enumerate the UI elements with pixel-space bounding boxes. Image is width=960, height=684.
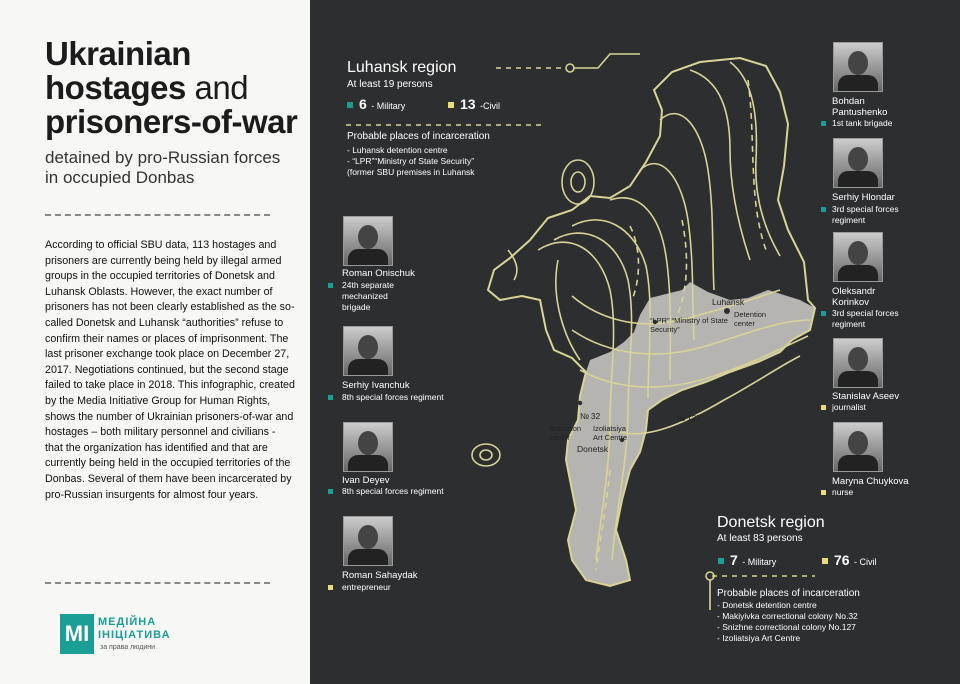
map-label-donetsk: Donetsk <box>577 444 609 454</box>
donetsk-places-list <box>717 600 858 644</box>
person-name: Serhiy Hlondar <box>832 192 895 203</box>
map-label-luhansk: Luhansk <box>712 297 745 307</box>
person-photo-roman-sahaydak <box>343 516 393 566</box>
divider-bottom <box>45 582 270 584</box>
title-line-1: Ukrainian <box>45 35 191 72</box>
map-label-detention-luhansk: Detention center <box>734 310 767 328</box>
military-marker <box>328 283 333 288</box>
logo-line-1: МЕДІЙНА <box>98 616 157 628</box>
logo-mark: MI <box>60 614 94 654</box>
person-photo-stanislav-aseev <box>833 338 883 388</box>
military-square-icon <box>347 102 353 108</box>
luhansk-places-heading: Probable places of incarceration <box>347 131 490 142</box>
person-name: Roman Sahaydak <box>342 570 418 581</box>
luhansk-military-count: 6 <box>359 96 367 112</box>
list-item: - Izoliatsiya Art Centre <box>717 633 801 643</box>
person-name: Ivan Deyev <box>342 475 390 486</box>
person-photo-bohdan-pantushenko <box>833 42 883 92</box>
person-role: 24th separate mechanized brigade <box>342 280 394 312</box>
luhansk-region-total: At least 19 persons <box>347 79 433 90</box>
military-marker <box>328 395 333 400</box>
person-name: Bohdan Pantushenko <box>832 96 888 118</box>
person-name: Oleksandr Korinkov <box>832 286 876 308</box>
person-name: Stanislav Aseev <box>832 391 900 402</box>
page-subtitle: detained by pro-Russian forces in occupied Donbas <box>45 148 281 187</box>
person-role: 1st tank brigade <box>832 118 893 128</box>
person-name: Serhiy Ivanchuk <box>342 380 410 391</box>
list-item: - Snizhne correctional colony No.127 <box>717 622 856 632</box>
civil-square-icon <box>448 102 454 108</box>
media-initiative-logo <box>60 614 180 664</box>
person-role: 8th special forces regiment <box>342 392 444 402</box>
list-item: (former SBU premises in Luhansk <box>347 167 475 177</box>
luhansk-places-list <box>347 145 475 178</box>
list-item: - Donetsk detention centre <box>717 600 817 610</box>
luhansk-civil-label: -Civil <box>480 101 501 111</box>
person-name: Maryna Chuykova <box>832 476 909 487</box>
luhansk-region-title: Luhansk region <box>347 59 457 76</box>
military-marker <box>328 489 333 494</box>
person-role: 8th special forces regiment <box>342 486 444 496</box>
civil-marker <box>328 585 333 590</box>
donetsk-military-stat <box>718 552 776 570</box>
luhansk-military-label: - Military <box>371 101 406 111</box>
donetsk-military-label: - Military <box>742 557 777 567</box>
donetsk-military-count: 7 <box>730 552 738 568</box>
military-marker <box>821 311 826 316</box>
title-and: and <box>185 69 249 106</box>
military-marker <box>821 207 826 212</box>
donetsk-places-heading: Probable places of incarceration <box>717 588 860 599</box>
person-photo-roman-onischuk <box>343 216 393 266</box>
map-label-lpr: “LPR” “Ministry of State Security” <box>650 316 728 334</box>
page-title <box>45 37 305 139</box>
civil-marker <box>821 405 826 410</box>
list-item: - “LPR”“Ministry of State Security” <box>347 156 475 166</box>
title-line-3: prisoners-of-war <box>45 103 298 140</box>
person-role: nurse <box>832 487 854 497</box>
map-label-no32: № 32 <box>580 411 601 421</box>
logo-line-2: ІНІЦІАТИВА <box>98 629 171 641</box>
person-photo-maryna-chuykova <box>833 422 883 472</box>
logo-line-3: за права людини <box>100 644 156 651</box>
donetsk-civil-count: 76 <box>834 552 850 568</box>
title-hostages: hostages <box>45 69 186 106</box>
military-marker <box>821 121 826 126</box>
donetsk-civil-stat <box>822 552 877 570</box>
civil-square-icon <box>822 558 828 564</box>
map-label-detention-donetsk: Detention center <box>549 424 582 442</box>
luhansk-civil-count: 13 <box>460 96 476 112</box>
civil-marker <box>821 490 826 495</box>
donetsk-civil-label: - Civil <box>854 557 877 567</box>
person-name: Roman Onischuk <box>342 268 415 279</box>
donetsk-region-total: At least 83 persons <box>717 533 803 544</box>
person-photo-serhiy-hlondar <box>833 138 883 188</box>
person-photo-oleksandr-korinkov <box>833 232 883 282</box>
title-line-2 <box>45 71 305 105</box>
person-role: entrepreneur <box>342 582 391 592</box>
person-role: 3rd special forces regiment <box>832 204 899 225</box>
person-role: journalist <box>832 402 867 412</box>
military-square-icon <box>718 558 724 564</box>
person-photo-serhiy-ivanchuk <box>343 326 393 376</box>
map-label-no127: № 127 <box>676 413 702 423</box>
person-photo-ivan-deyev <box>343 422 393 472</box>
intro-text: According to official SBU data, 113 hostages and prisoners are currently being held by illegal armed groups in the occupied territories of Donetsk and Luhansk Oblasts. However, the exact number of prisoners has not been clearly established as the so-called Donetsk and Luhansk “authorities” refuse to confirm their names or places of imprisonment. The last prisoner exchange took place on December 27, 2017. Negotiations continued, but the second stage failed to take place in 2018. This infographic, created by the Media Initiative Group for Human Rights, shows the number of Ukrainian prisoners-of-war and hostages – both military personnel and civilians - that the organization has identified and that are currently being held in the occupied territories of the Donbas. Several of them have been incarcerated by pro-Russian insurgents for almost four years. <box>45 239 295 501</box>
donetsk-region-title: Donetsk region <box>717 514 825 531</box>
map-label-izoliatsiya: Izoliatsiya Art Centre <box>593 424 628 442</box>
list-item: - Luhansk detention centre <box>347 145 448 155</box>
person-role: 3rd special forces regiment <box>832 308 899 329</box>
list-item: - Makiyivka correctional colony No.32 <box>717 611 858 621</box>
luhansk-civil-stat <box>448 96 500 114</box>
luhansk-military-stat <box>347 96 405 114</box>
divider-top <box>45 214 270 216</box>
